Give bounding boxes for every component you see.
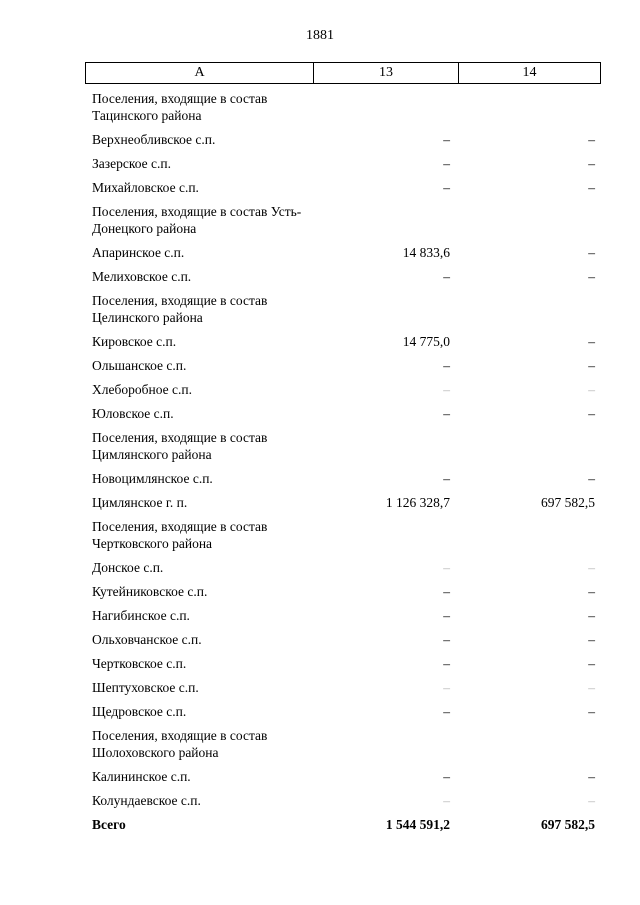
value-col-13: 14 775,0	[402, 334, 450, 349]
value-col-13: –	[443, 793, 450, 808]
settlement-name: Верхнеобливское с.п.	[92, 132, 216, 147]
value-col-14: –	[588, 560, 595, 575]
value-col-13: –	[443, 406, 450, 421]
value-col-13: –	[443, 632, 450, 647]
value-col-13: –	[443, 584, 450, 599]
value-col-14: –	[588, 769, 595, 784]
settlement-name: Хлеборобное с.п.	[92, 382, 192, 397]
value-col-13: –	[443, 608, 450, 623]
value-col-13: 14 833,6	[402, 245, 450, 260]
value-col-13: 1 126 328,7	[385, 495, 450, 510]
value-col-14: –	[588, 132, 595, 147]
settlement-name: Новоцимлянское с.п.	[92, 471, 213, 486]
value-col-13: –	[443, 769, 450, 784]
settlement-name: Зазерское с.п.	[92, 156, 171, 171]
value-col-14: –	[588, 471, 595, 486]
settlement-name: Чертковское с.п.	[92, 656, 187, 671]
page-number: 1881	[306, 28, 334, 43]
value-col-14: –	[588, 245, 595, 260]
settlement-name: Мелиховское с.п.	[92, 269, 192, 284]
settlement-name: Михайловское с.п.	[92, 180, 199, 195]
value-col-14: –	[588, 793, 595, 808]
settlement-name: Шептуховское с.п.	[92, 680, 199, 695]
group-heading: Поселения, входящие в состав Целинского района	[92, 293, 268, 325]
settlement-name: Ольховчанское с.п.	[92, 632, 202, 647]
group-heading: Поселения, входящие в состав Тацинского района	[92, 91, 268, 123]
value-col-13: –	[443, 358, 450, 373]
group-heading: Поселения, входящие в состав Усть-Донецкого района	[92, 204, 302, 236]
value-col-13: 1 544 591,2	[385, 817, 450, 832]
table-header	[85, 62, 601, 84]
value-col-14: –	[588, 680, 595, 695]
settlement-name: Донское с.п.	[92, 560, 164, 575]
value-col-14: –	[588, 704, 595, 719]
value-col-13: –	[443, 156, 450, 171]
settlement-name: Юловское с.п.	[92, 406, 174, 421]
value-col-14: –	[588, 156, 595, 171]
header-cell-13: 13	[314, 63, 459, 83]
value-col-14: –	[588, 334, 595, 349]
value-col-14: –	[588, 269, 595, 284]
data-table	[85, 62, 601, 832]
value-col-13: –	[443, 471, 450, 486]
value-col-14: –	[588, 382, 595, 397]
settlement-name: Кировское с.п.	[92, 334, 177, 349]
value-col-14: –	[588, 584, 595, 599]
value-col-14: –	[588, 180, 595, 195]
value-col-13: –	[443, 704, 450, 719]
value-col-14: 697 582,5	[541, 817, 595, 832]
settlement-name: Калининское с.п.	[92, 769, 191, 784]
value-col-14: –	[588, 608, 595, 623]
value-col-13: –	[443, 180, 450, 195]
settlement-name: Всего	[92, 817, 126, 832]
value-col-14: 697 582,5	[541, 495, 595, 510]
settlement-name: Ольшанское с.п.	[92, 358, 187, 373]
settlement-name: Щедровское с.п.	[92, 704, 187, 719]
value-col-13: –	[443, 382, 450, 397]
value-col-13: –	[443, 656, 450, 671]
value-col-14: –	[588, 406, 595, 421]
value-col-14: –	[588, 632, 595, 647]
settlement-name: Кутейниковское с.п.	[92, 584, 208, 599]
value-col-13: –	[443, 269, 450, 284]
settlement-name: Нагибинское с.п.	[92, 608, 190, 623]
header-cell-a: А	[86, 63, 314, 83]
group-heading: Поселения, входящие в состав Чертковского района	[92, 519, 268, 551]
settlement-name: Цимлянское г. п.	[92, 495, 188, 510]
group-heading: Поселения, входящие в состав Цимлянского района	[92, 430, 268, 462]
settlement-name: Апаринское с.п.	[92, 245, 185, 260]
value-col-14: –	[588, 656, 595, 671]
value-col-13: –	[443, 680, 450, 695]
value-col-13: –	[443, 132, 450, 147]
value-col-14: –	[588, 358, 595, 373]
group-heading: Поселения, входящие в состав Шолоховского района	[92, 728, 268, 760]
header-cell-14: 14	[522, 65, 537, 80]
value-col-13: –	[443, 560, 450, 575]
settlement-name: Колундаевское с.п.	[92, 793, 201, 808]
